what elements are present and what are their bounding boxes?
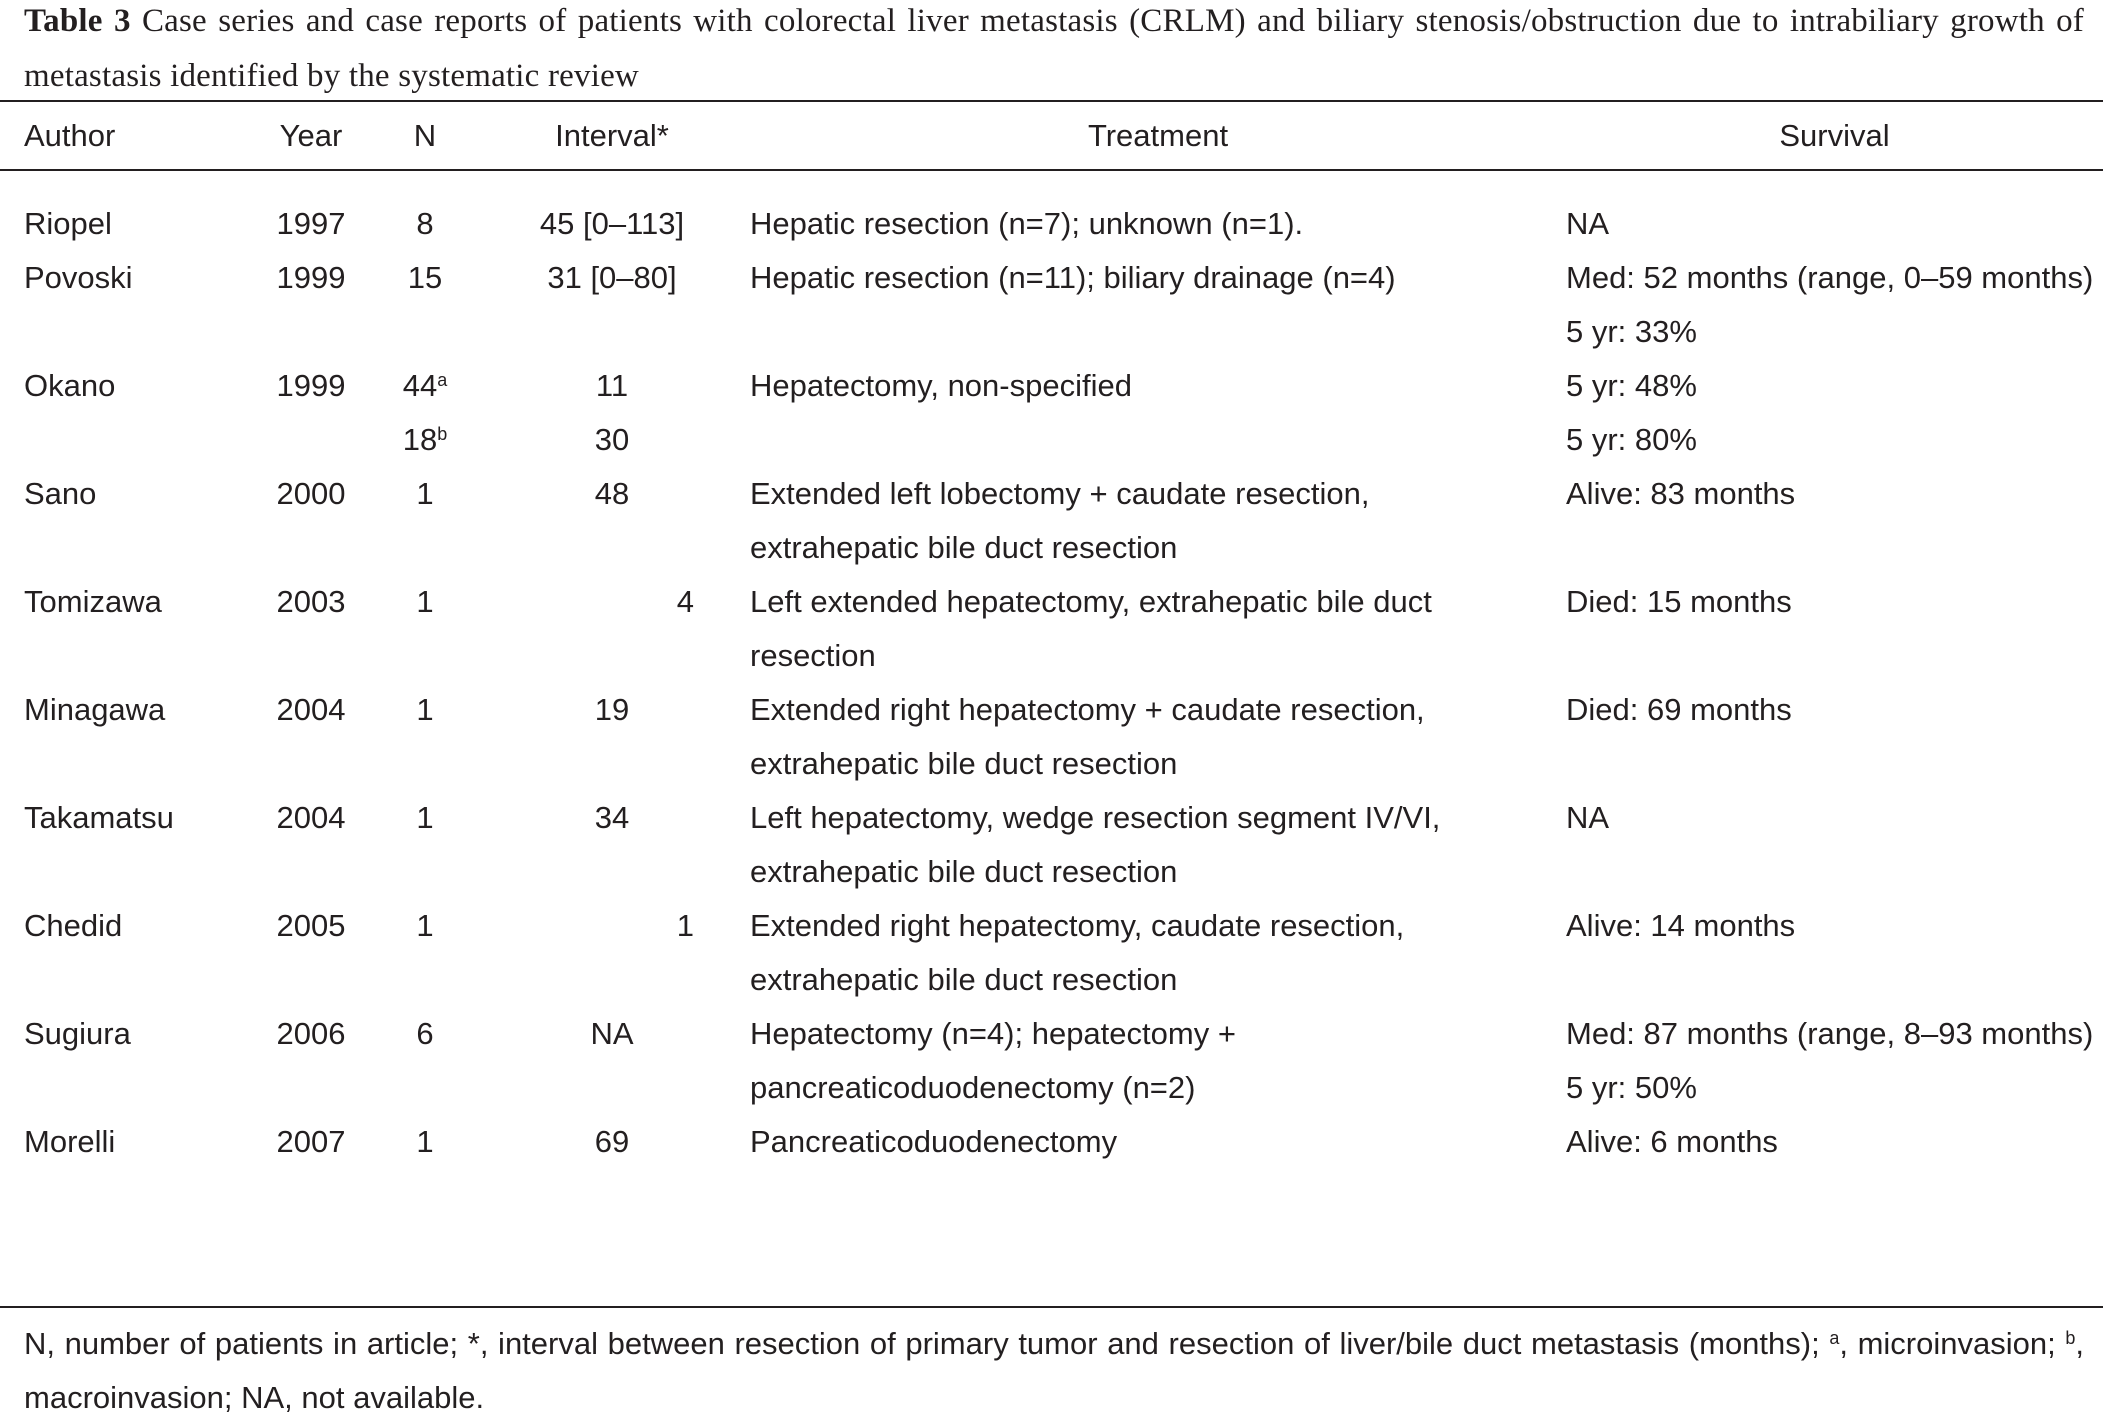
survival-line: 5 yr: 33%: [1566, 314, 1697, 349]
cell-n: [376, 413, 474, 467]
cell-year: 2000: [276, 476, 346, 511]
cell-author: Minagawa: [24, 692, 166, 727]
cell-treatment: [750, 1007, 1566, 1115]
cell-treatment: [750, 683, 1566, 791]
cell-interval: 11: [595, 368, 629, 403]
cell-survival: Died: 15 months: [1566, 584, 1792, 619]
treatment-line: Extended left lobectomy + caudate resection,: [750, 476, 1370, 511]
cell-year: 2006: [276, 1016, 346, 1051]
treatment-line: Extended right hepatectomy + caudate resection,: [750, 692, 1425, 727]
cell-n: 1: [416, 584, 434, 619]
cell-survival: 5 yr: 48%: [1566, 368, 1697, 403]
cell-treatment: Hepatic resection (n=7); unknown (n=1).: [750, 206, 1304, 241]
table-footnote: [24, 1317, 2084, 1425]
cell-survival: Died: 69 months: [1566, 692, 1792, 727]
cell-survival: NA: [1566, 206, 1610, 241]
cell-year: 2003: [276, 584, 346, 619]
survival-line: Med: 52 months (range, 0–59 months): [1566, 260, 2094, 295]
treatment-line: extrahepatic bile duct resection: [750, 530, 1178, 565]
survival-line: 5 yr: 50%: [1566, 1070, 1697, 1105]
table-label: Table 3: [24, 3, 131, 39]
footnote-text-2: , microinvasion;: [1839, 1326, 2066, 1361]
header-interval: Interval*: [555, 118, 669, 153]
table-row: [0, 413, 2103, 467]
cell-survival: Alive: 6 months: [1566, 1124, 1778, 1159]
cell-n: 1: [416, 908, 434, 943]
cell-survival: Alive: 83 months: [1566, 476, 1796, 511]
cell-treatment: Pancreaticoduodenectomy: [750, 1124, 1118, 1159]
cell-year: 1999: [276, 368, 346, 403]
bottom-rule: [0, 1306, 2103, 1308]
cell-author: [0, 413, 246, 467]
cell-n: 15: [407, 260, 443, 295]
header-row: [0, 103, 2103, 169]
n-value: 44: [402, 368, 438, 403]
cell-survival: 5 yr: 80%: [1566, 422, 1697, 457]
cell-year: 1999: [276, 260, 346, 295]
cell-survival: Alive: 14 months: [1566, 908, 1796, 943]
cell-treatment: Hepatic resection (n=11); biliary drainage (n=4): [750, 260, 1396, 295]
cell-interval: 69: [594, 1124, 630, 1159]
cell-n: 1: [416, 476, 434, 511]
cell-n: 1: [416, 1124, 434, 1159]
cell-interval: 1: [676, 908, 694, 943]
cell-author: Takamatsu: [24, 800, 174, 835]
cell-year: 2005: [276, 908, 346, 943]
n-value: 18: [402, 422, 438, 457]
cell-n: 6: [416, 1016, 434, 1051]
cell-treatment: [750, 413, 1566, 467]
footnote-superscript-b: b: [2065, 1328, 2076, 1348]
cell-interval: 45 [0–113]: [539, 206, 685, 241]
table-body: [0, 169, 2103, 1169]
footnote-text-3: , macroinvasion; NA, not available.: [24, 1326, 2084, 1415]
top-rule: [0, 100, 2103, 102]
data-table: [0, 103, 2103, 1169]
cell-survival: [1566, 1007, 2103, 1115]
table-row: [0, 1115, 2103, 1169]
footnote-text-1: N, number of patients in article; *, interval between resection of primary tumor and resection of liver/bile duct metastasis (months);: [24, 1326, 1830, 1361]
cell-author: Morelli: [24, 1124, 116, 1159]
cell-n: [376, 359, 474, 413]
cell-author: Chedid: [24, 908, 123, 943]
cell-year: 2007: [276, 1124, 346, 1159]
footnote-superscript-a: a: [1829, 1328, 1840, 1348]
cell-year: 1997: [276, 206, 346, 241]
cell-interval: 48: [594, 476, 630, 511]
treatment-line: Hepatectomy (n=4); hepatectomy +: [750, 1016, 1236, 1051]
header-n: N: [413, 118, 437, 153]
cell-treatment: Hepatectomy, non-specified: [750, 368, 1132, 403]
cell-interval: 4: [676, 584, 694, 619]
header-treatment: Treatment: [1087, 118, 1229, 153]
cell-author: Sugiura: [24, 1016, 131, 1051]
cell-author: Riopel: [24, 206, 112, 241]
header-survival: Survival: [1779, 118, 1890, 153]
superscript-b: b: [437, 424, 448, 444]
superscript-a: a: [437, 370, 448, 390]
cell-n: 1: [416, 692, 434, 727]
cell-interval: NA: [590, 1016, 634, 1051]
table-row: [0, 251, 2103, 359]
cell-interval: 30: [594, 422, 630, 457]
cell-author: Sano: [24, 476, 97, 511]
cell-author: Okano: [24, 368, 116, 403]
table-row: [0, 467, 2103, 575]
table-caption: [24, 0, 2084, 104]
treatment-line: Left extended hepatectomy, extrahepatic bile duct: [750, 584, 1432, 619]
cell-treatment: [750, 467, 1566, 575]
table-row: [0, 575, 2103, 683]
header-year: Year: [279, 118, 343, 153]
treatment-line: resection: [750, 638, 876, 673]
treatment-line: extrahepatic bile duct resection: [750, 854, 1178, 889]
table-row: [0, 1007, 2103, 1115]
cell-author: Povoski: [24, 260, 133, 295]
cell-year: 2004: [276, 800, 346, 835]
table-row: [0, 359, 2103, 413]
cell-year: [246, 413, 376, 467]
cell-n: 1: [416, 800, 434, 835]
cell-survival: [1566, 251, 2103, 359]
cell-interval: 19: [594, 692, 630, 727]
cell-year: 2004: [276, 692, 346, 727]
table-caption-text: Case series and case reports of patients with colorectal liver metastasis (CRLM) and biliary stenosis/obstruction due to intrabiliary growth of metastasis identified by the systematic review: [24, 3, 2084, 94]
cell-survival: NA: [1566, 800, 1610, 835]
survival-line: Med: 87 months (range, 8–93 months): [1566, 1016, 2094, 1051]
table-row: [0, 683, 2103, 791]
cell-n: 8: [416, 206, 434, 241]
treatment-line: Extended right hepatectomy, caudate resection,: [750, 908, 1405, 943]
header-author: Author: [24, 118, 116, 153]
treatment-line: Left hepatectomy, wedge resection segment IV/VI,: [750, 800, 1441, 835]
cell-treatment: [750, 791, 1566, 899]
treatment-line: pancreaticoduodenectomy (n=2): [750, 1070, 1196, 1105]
table-row: [0, 169, 2103, 251]
cell-treatment: [750, 575, 1566, 683]
cell-author: Tomizawa: [24, 584, 162, 619]
cell-interval: 31 [0–80]: [547, 260, 677, 295]
treatment-line: extrahepatic bile duct resection: [750, 962, 1178, 997]
treatment-line: extrahepatic bile duct resection: [750, 746, 1178, 781]
table-row: [0, 899, 2103, 1007]
cell-treatment: [750, 899, 1566, 1007]
table-row: [0, 791, 2103, 899]
cell-interval: 34: [594, 800, 630, 835]
